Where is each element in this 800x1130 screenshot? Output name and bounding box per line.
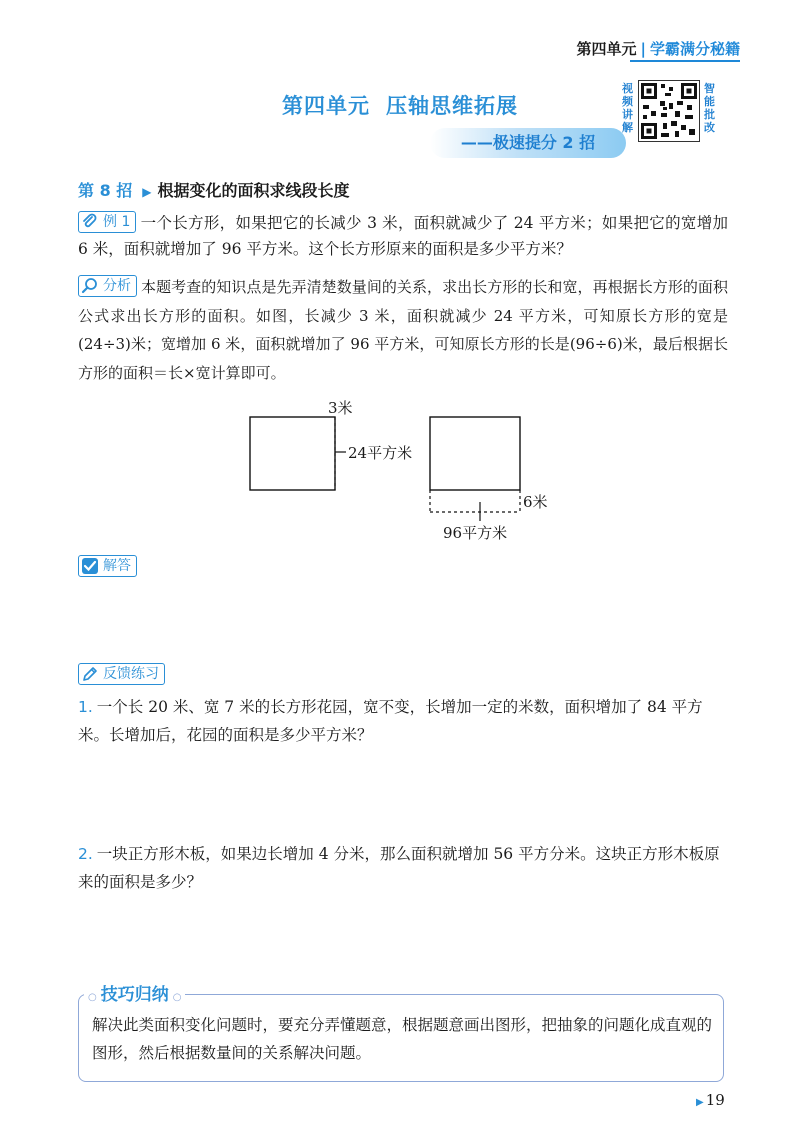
- header-underline: [630, 60, 740, 62]
- question-number: 2.: [78, 845, 93, 863]
- page-number-value: 19: [705, 1091, 725, 1109]
- left-rectangle: [250, 417, 335, 490]
- checkmark-icon: [81, 557, 99, 575]
- right-rectangle: [430, 417, 520, 490]
- practice-tag: [78, 663, 165, 685]
- page-number: [696, 1091, 725, 1109]
- running-header: [576, 38, 740, 59]
- question-text: 一个长 20 米、宽 7 米的长方形花园，宽不变，长增加一定的米数，面积增加了 84 平方米。长增加后，花园的面积是多少平方米？: [78, 698, 703, 744]
- triangle-right-icon: ▶: [142, 185, 152, 199]
- practice-question-2: [78, 840, 728, 896]
- section-title: 根据变化的面积求线段长度: [157, 181, 350, 200]
- label-6m: 6米: [523, 493, 548, 511]
- paperclip-icon: [81, 213, 99, 231]
- question-text: 一块正方形木板，如果边长增加 4 分米，那么面积就增加 56 平方分米。这块正方形木板原来的面积是多少？: [78, 845, 720, 891]
- label-3m: 3米: [328, 399, 353, 417]
- tips-dot-icon: ○: [172, 992, 182, 1003]
- label-96-sqm: 96平方米: [443, 524, 508, 542]
- example-tag: [78, 211, 136, 233]
- label-24-sqm: 24平方米: [348, 444, 413, 462]
- pencil-icon: [81, 665, 99, 683]
- triangle-right-icon: ▶: [696, 1097, 704, 1108]
- rectangle-figure: [240, 392, 570, 548]
- analysis-tag-label: 分析: [103, 278, 131, 294]
- title-topic: 压轴思维拓展: [386, 93, 518, 118]
- header-unit: 第四单元: [576, 40, 637, 58]
- example-1: [78, 210, 728, 262]
- practice-section: [78, 663, 169, 685]
- page-subtitle: ——极速提分 2 招: [430, 128, 626, 158]
- answer-tag-label: 解答: [103, 558, 131, 574]
- qr-right-caption: 智能批改: [704, 82, 715, 134]
- question-number: 1.: [78, 698, 93, 716]
- qr-code-icon[interactable]: [638, 80, 700, 142]
- practice-question-1: [78, 693, 728, 749]
- qr-left-caption: 视频讲解: [622, 82, 633, 134]
- analysis: [78, 273, 728, 387]
- section-number: 第 8 招: [78, 181, 133, 200]
- example-tag-label: 例 1: [103, 214, 131, 230]
- example-text: 一个长方形，如果把它的长减少 3 米，面积就减少了 24 平方米；如果把它的宽增加 6 米，面积就增加了 96 平方米。这个长方形原来的面积是多少平方米？: [78, 214, 728, 258]
- header-series: 学霸满分秘籍: [649, 40, 740, 58]
- answer-section: [78, 555, 141, 577]
- tips-text: 解决此类面积变化问题时，要充分弄懂题意，根据题意画出图形，把抽象的问题化成直观的图形，然后根据数量间的关系解决问题。: [92, 1016, 713, 1062]
- tips-dot-icon: ○: [88, 992, 97, 1003]
- header-separator: |: [640, 40, 646, 58]
- practice-tag-label: 反馈练习: [103, 666, 159, 682]
- answer-tag: [78, 555, 137, 577]
- title-unit: 第四单元: [282, 93, 370, 118]
- analysis-tag: [78, 275, 137, 297]
- analysis-text: 本题考查的知识点是先弄清楚数量间的关系，求出长方形的长和宽，再根据长方形的面积公式求出长方形的面积。如图，长减少 3 米，面积就减少 24 平方米，可知原长方形的宽是(24÷3)米；宽增加 6 米，面积就增加了 96 平方米，可知原长方形的长是(96÷6)米，最后根据长方形的面积＝长×宽计算即可。: [78, 278, 728, 382]
- magnifier-icon: [81, 277, 99, 295]
- section-heading: [78, 178, 350, 201]
- tips-title-text: 技巧归纳: [100, 985, 169, 1005]
- tips-title: [84, 980, 185, 1005]
